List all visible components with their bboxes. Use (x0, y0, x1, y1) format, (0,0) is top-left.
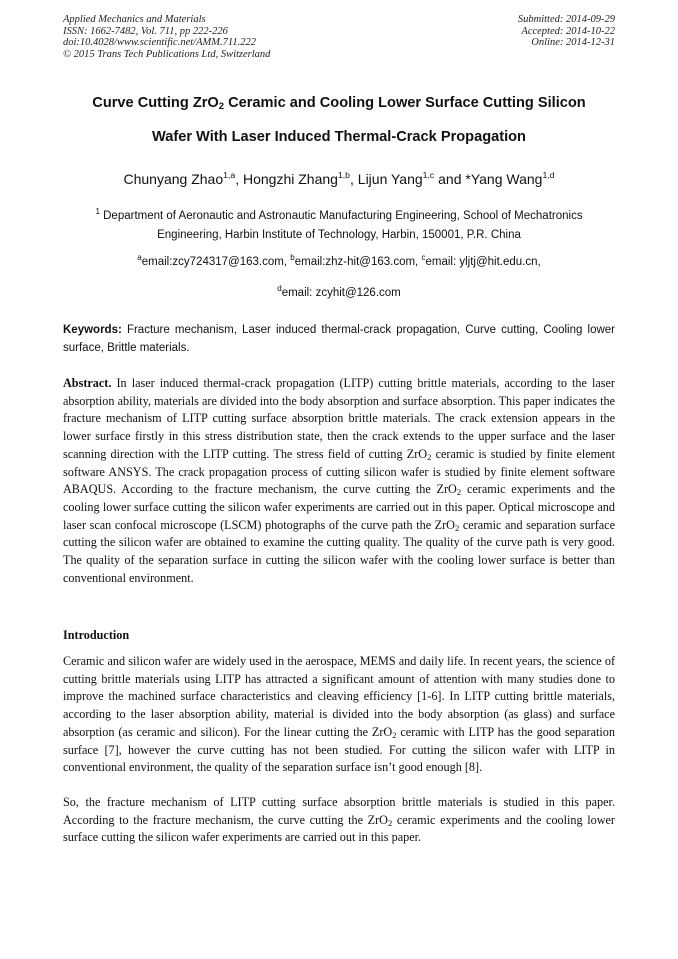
paper-title (40, 88, 638, 153)
paragraph-text: ceramic with LITP has the good separation surface [7], however the curve cutting has not been studied. For cutting the silicon wafer with LITP in conventional environment, the quality of the separation surface isn’t good enough [8]. (63, 724, 615, 775)
author-name: Hongzhi Zhang (242, 171, 338, 187)
introduction-paragraph-2 (63, 794, 615, 847)
email-superscript: b (290, 253, 295, 262)
subscript: 2 (427, 451, 432, 462)
title-subscript: 2 (218, 101, 225, 112)
copyright-line: © 2015 Trans Tech Publications Ltd, Switzerland (63, 48, 271, 60)
paragraph (63, 653, 615, 777)
affiliation-superscript: 1 (95, 207, 100, 216)
paragraph-text: So, the fracture mechanism of LITP cutting surface absorption brittle materials is studied in this paper. According to the fracture mechanism, the curve cutting the ZrO (63, 795, 615, 827)
author-name: *Yang Wang (465, 171, 543, 187)
paragraph (63, 794, 615, 847)
author-separator: , (235, 171, 243, 187)
author-name: Lijun Yang (357, 171, 423, 187)
email-a: email:zcy724317@163.com, (141, 256, 291, 268)
author-list (40, 166, 638, 188)
abstract-text: ceramic and separation surface cutting the silicon wafer are obtained to examine the cutting quality. The quality of the curve path is very good. The quality of the separation surface in cutting the silicon wafer with the cooling lower surface is better than conventional environment. (63, 517, 615, 585)
paragraph-text: Ceramic and silicon wafer are widely used in the aerospace, MEMS and daily life. In recent years, the science of cutting brittle materials using LITP has attracted a significant amount of attention with many studies done to improve the machined surface characteristics and cleaving efficiency [1-6]. In LITP cutting brittle materials, according to the laser absorption ability, material is divided into the body absorption (as glass) and surface absorption (as ceramic and silicon). For the linear cutting the ZrO (63, 654, 615, 739)
author (465, 171, 554, 187)
author-superscript: 1,c (422, 170, 435, 180)
affiliation-text: Department of Aeronautic and Astronautic Manufacturing Engineering, School of Mechatronics Engineering, Harbin Institute of Technology, Harbin, 150001, P.R. China (99, 210, 583, 241)
subscript: 2 (387, 817, 393, 828)
author (243, 171, 358, 187)
author (358, 171, 466, 187)
publication-info (63, 14, 270, 60)
introduction-heading: Introduction (63, 628, 130, 642)
keywords-label: Keywords: (63, 324, 122, 336)
doi-line: doi:10.4028/www.scientific.net/AMM.711.222 (63, 37, 256, 49)
email-d: email: zcyhit@126.com (281, 287, 401, 299)
online-date: Online: 2014-12-31 (531, 37, 615, 49)
affiliation (63, 203, 615, 244)
email-c: email: yljtj@hit.edu.cn, (425, 256, 541, 268)
abstract-label: Abstract. (63, 376, 112, 390)
accepted-date: Accepted: 2014-10-22 (521, 25, 615, 37)
author (124, 171, 243, 187)
subscript: 2 (454, 522, 460, 533)
keywords-section (63, 321, 615, 357)
title-text: Ceramic and Cooling Lower Surface Cutting Silicon (224, 95, 586, 111)
title-line-1 (40, 88, 638, 122)
introduction-paragraph-1 (63, 653, 615, 777)
paragraph-text: ceramic experiments and the cooling lower surface cutting the silicon wafer experiments are carried out in this paper. (63, 812, 615, 845)
email-superscript: c (421, 253, 426, 262)
email-line-2 (40, 284, 638, 299)
email-b: email:zhz-hit@163.com, (294, 256, 422, 268)
dates-info (518, 14, 615, 49)
abstract-text: ceramic is studied by finite element software ANSYS. The crack propagation process of cutting silicon wafer is studied by finite element software ABAQUS. According to the fracture mechanism, the curve cutting the ZrO (63, 446, 615, 497)
keywords-text: Fracture mechanism, Laser induced thermal-crack propagation, Curve cutting, Cooling lower surface, Brittle materials. (63, 324, 615, 354)
title-line-2: Wafer With Laser Induced Thermal-Crack Propagation (152, 129, 526, 145)
title-text: Curve Cutting ZrO (92, 95, 219, 111)
author-name: Chunyang Zhao (123, 171, 224, 187)
author-superscript: 1,d (542, 170, 555, 180)
author-superscript: 1,b (337, 170, 350, 180)
author-separator: and (434, 171, 466, 187)
issn-line: ISSN: 1662-7482, Vol. 711, pp 222-226 (63, 25, 228, 37)
email-superscript: d (277, 284, 282, 293)
abstract-section (63, 375, 615, 587)
author-separator: , (350, 171, 358, 187)
email-line-1 (40, 253, 638, 268)
subscript: 2 (456, 487, 462, 498)
abstract-paragraph (63, 375, 615, 587)
subscript: 2 (392, 729, 397, 740)
submitted-date: Submitted: 2014-09-29 (517, 14, 615, 25)
author-superscript: 1,a (223, 170, 236, 180)
email-superscript: a (137, 253, 142, 262)
abstract-text: In laser induced thermal-crack propagation (LITP) cutting brittle materials, according to the laser absorption ability, materials are divided into the body absorption and surface absorption. This paper indicates the fracture mechanism of LITP cutting surface absorption brittle materials. The crack extension appears in the lower surface firstly in this stress distribution state, then the crack extends to the upper surface and the laser scanning direction with the LITP cutting. The stress field of cutting ZrO (63, 376, 615, 461)
journal-name: Applied Mechanics and Materials (63, 14, 206, 25)
abstract-text: ceramic experiments and the cooling lower surface cutting the silicon wafer experiments are carried out in this paper. Optical microscope and laser scan confocal microscope (LSCM) photographs of the curve path the ZrO (63, 482, 615, 532)
